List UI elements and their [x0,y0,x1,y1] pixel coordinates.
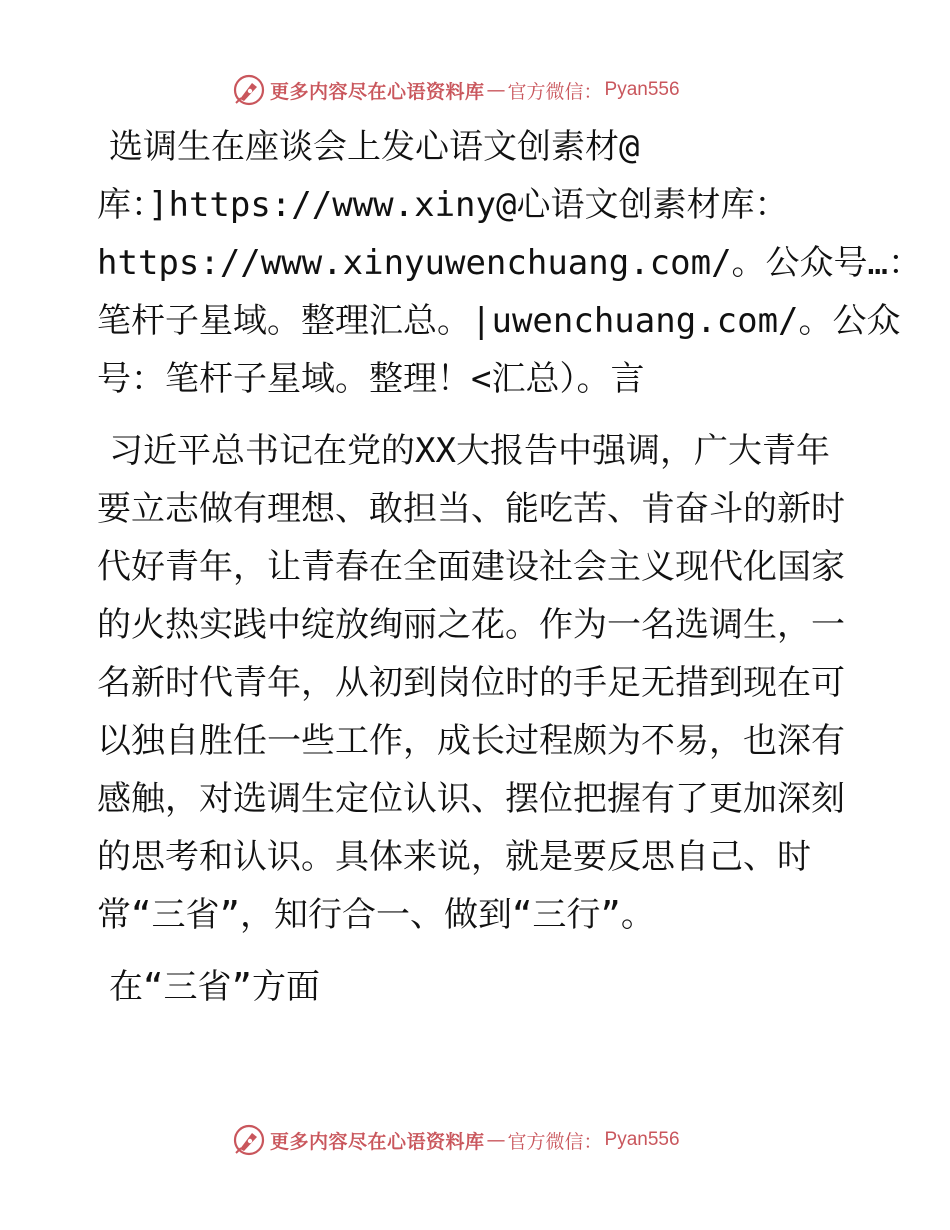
paragraph-line: 以独自胜任一些工作，成长过程颇为不易，也深有 [97,721,845,761]
pen-nib-logo-icon [232,1123,266,1157]
paragraph-1 [97,422,857,944]
title-line: 笔杆子星域。整理汇总。|uwenchuang.com/。公众 [97,301,901,341]
banner-wechat-id: Pyan556 [604,1129,680,1150]
banner-text: 更多内容尽在心语资料库 [270,80,485,103]
paragraph-line: 感触，对选调生定位认识、摆位把握有了更加深刻 [97,779,845,819]
paragraph-line: 代好青年，让青春在全面建设社会主义现代化国家 [97,547,845,587]
paragraph-line: 要立志做有理想、敢担当、能吃苦、肯奋斗的新时 [97,489,845,529]
banner-wechat-label: 官方微信： [507,1130,603,1153]
paragraph-line: 的火热实践中绽放绚丽之花。作为一名选调生，一 [97,605,845,645]
pen-nib-logo-icon [232,73,266,107]
paragraph-line: 常“三省”，知行合一、做到“三行”。 [97,895,655,935]
section-heading-block [97,958,857,1016]
paragraph-line: 习近平总书记在党的XX大报告中强调，广大青年 [109,431,830,471]
banner-text: 更多内容尽在心语资料库 [270,1130,485,1153]
title-line: 号：笔杆子星域。整理！<汇总）。言 [97,359,645,399]
title-line: 库：]https://www.xiny@心语文创素材库： [97,185,789,225]
paragraph-line: 的思考和认识。具体来说，就是要反思自己、时 [97,837,811,877]
title-block [97,118,923,408]
banner-wechat-id: Pyan556 [604,79,680,100]
section-heading: 在“三省”方面 [109,967,320,1007]
title-line: https://www.xinyuwenchuang.com/。公众号…： [97,243,923,283]
header-banner [232,72,680,108]
footer-banner [232,1122,680,1158]
title-line: 选调生在座谈会上发心语文创素材@ [109,127,640,167]
document-body [97,118,923,1016]
banner-dash: — [486,79,506,101]
paragraph-line: 名新时代青年，从初到岗位时的手足无措到现在可 [97,663,845,703]
paragraph-gap [97,408,857,422]
banner-wechat-label: 官方微信： [507,80,603,103]
banner-dash: — [486,1129,506,1151]
paragraph-gap [97,944,857,958]
